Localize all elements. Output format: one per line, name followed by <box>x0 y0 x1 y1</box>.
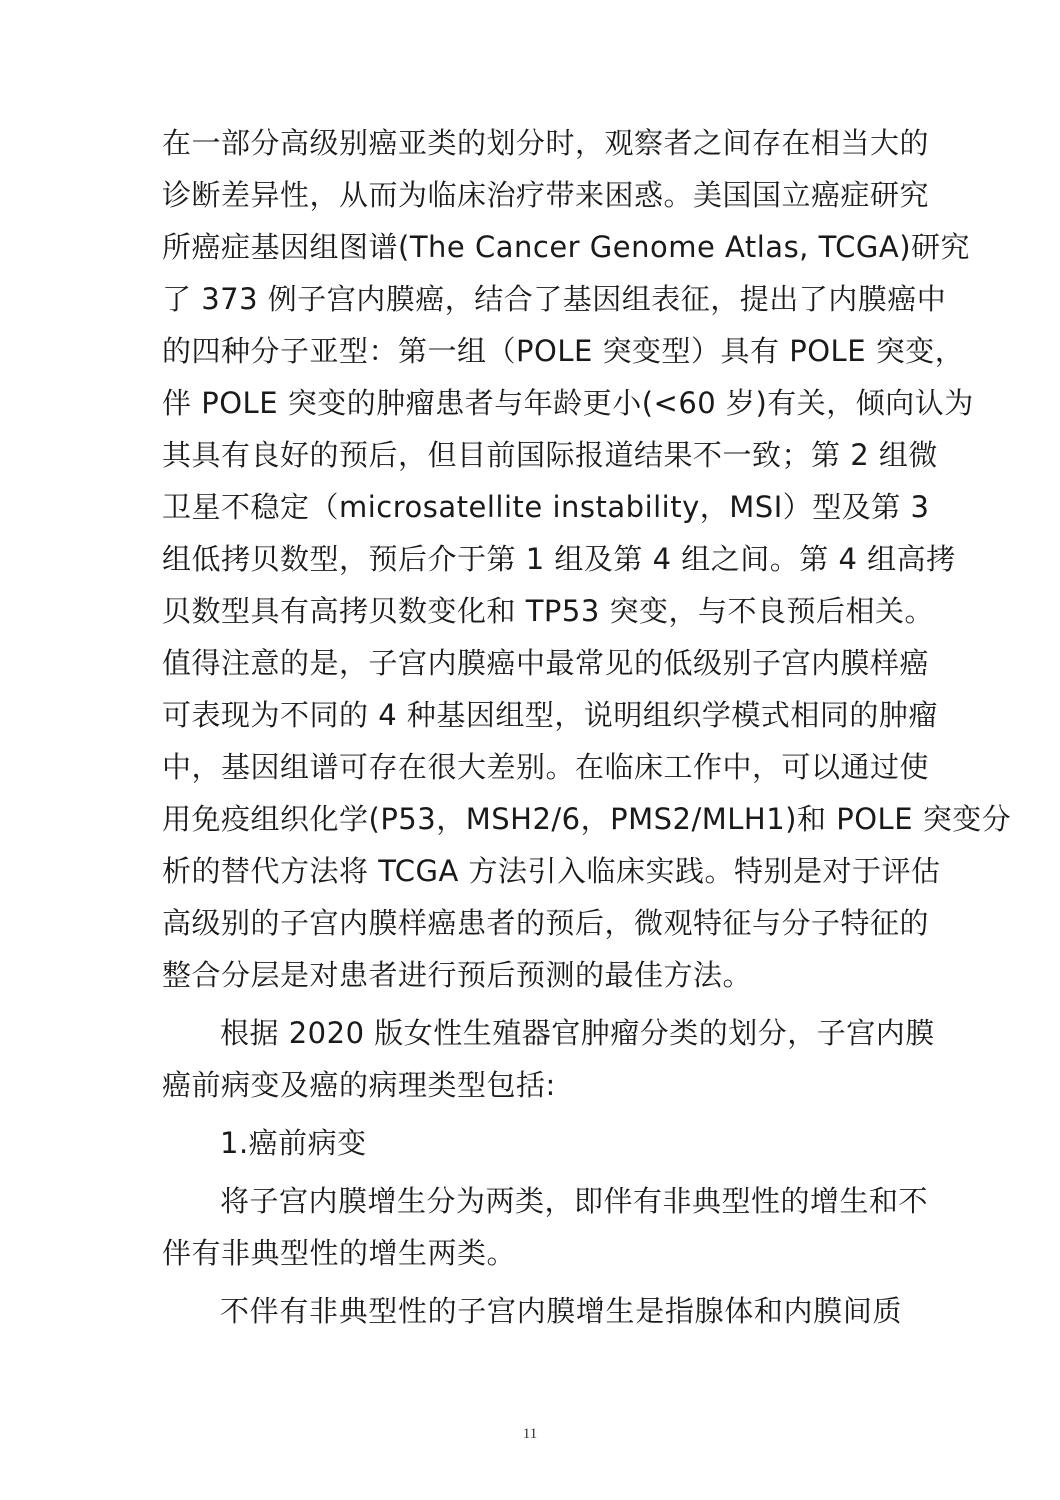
text-line: 用免疫组织化学(P53，MSH2/6，PMS2/MLH1)和 POLE 突变分 <box>162 802 1012 836</box>
text-line: 其具有良好的预后，但目前国际报道结果不一致；第 2 组微 <box>162 438 938 472</box>
text-line: 癌前病变及癌的病理类型包括: <box>162 1068 556 1102</box>
text-line: 组低拷贝数型，预后介于第 1 组及第 4 组之间。第 4 组高拷 <box>162 542 956 576</box>
text-line: 不伴有非典型性的子宫内膜增生是指腺体和内膜间质 <box>220 1294 902 1328</box>
text-line: 值得注意的是，子宫内膜癌中最常见的低级别子宫内膜样癌 <box>162 646 930 680</box>
text-line: 在一部分高级别癌亚类的划分时，观察者之间存在相当大的 <box>162 126 930 160</box>
text-line: 所癌症基因组图谱(The Cancer Genome Atlas, TCGA)研究 <box>162 230 971 264</box>
text-line: 中，基因组谱可存在很大差别。在临床工作中，可以通过使 <box>162 750 930 784</box>
page-number: 11 <box>522 1426 538 1442</box>
text-line: 伴有非典型性的增生两类。 <box>162 1236 517 1270</box>
text-line: 根据 2020 版女性生殖器官肿瘤分类的划分，子宫内膜 <box>220 1016 935 1050</box>
text-line: 可表现为不同的 4 种基因组型，说明组织学模式相同的肿瘤 <box>162 698 938 732</box>
text-line: 伴 POLE 突变的肿瘤患者与年龄更小(<60 岁)有关，倾向认为 <box>162 386 974 420</box>
section-heading: 1.癌前病变 <box>220 1126 367 1160</box>
text-line: 的四种分子亚型：第一组（POLE 突变型）具有 POLE 突变， <box>162 334 965 368</box>
text-line: 了 373 例子宫内膜癌，结合了基因组表征，提出了内膜癌中 <box>162 282 947 316</box>
text-line: 析的替代方法将 TCGA 方法引入临床实践。特别是对于评估 <box>162 854 941 888</box>
text-line: 高级别的子宫内膜样癌患者的预后，微观特征与分子特征的 <box>162 906 930 940</box>
text-line: 卫星不稳定（microsatellite instability，MSI）型及第 3 <box>162 490 930 524</box>
text-line: 诊断差异性，从而为临床治疗带来困惑。美国国立癌症研究 <box>162 178 930 212</box>
text-line: 整合分层是对患者进行预后预测的最佳方法。 <box>162 958 753 992</box>
text-line: 贝数型具有高拷贝数变化和 TP53 突变，与不良预后相关。 <box>162 594 935 628</box>
body-text <box>162 117 1012 1337</box>
text-line: 将子宫内膜增生分为两类，即伴有非典型性的增生和不 <box>220 1184 929 1218</box>
